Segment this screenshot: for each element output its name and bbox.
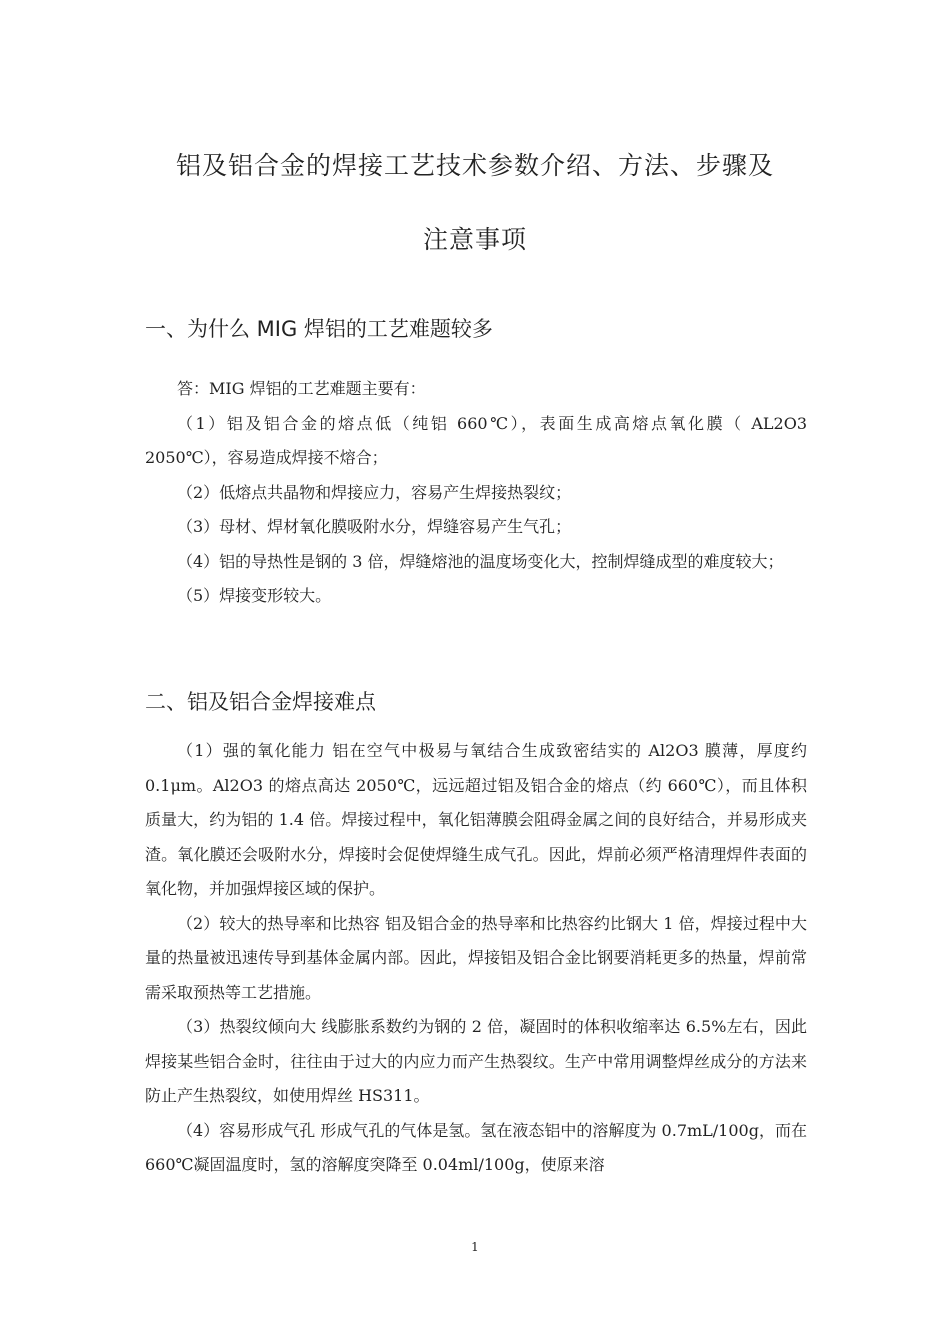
section-1-paragraph: （3）母材、焊材氧化膜吸附水分，焊缝容易产生气孔； — [177, 517, 572, 536]
document-title-line-2: 注意事项 — [422, 225, 527, 254]
document-title-line-1: 铝及铝合金的焊接工艺技术参数介绍、方法、步骤及 — [175, 151, 774, 180]
section-2-paragraph: （2）较大的热导率和比热容 铝及铝合金的热导率和比热容约比钢大 1 倍，焊接过程中大量的热量被迅速传导到基体金属内部。因此，焊接铝及铝合金比钢要消耗更多的热量，焊前常需采取预热等工艺措施。 — [145, 913, 807, 1002]
section-1-paragraph: （5）焊接变形较大。 — [177, 586, 332, 605]
section-2-body — [145, 734, 807, 1183]
page-number: 1 — [471, 1240, 479, 1254]
section-1-paragraph: （4）铝的导热性是钢的 3 倍，焊缝熔池的温度场变化大，控制焊缝成型的难度较大； — [177, 551, 784, 571]
section-2-heading: 二、铝及铝合金焊接难点 — [145, 690, 376, 714]
section-1-body — [145, 372, 807, 614]
section-1-heading: 一、为什么 MIG 焊铝的工艺难题较多 — [145, 317, 493, 341]
section-1-paragraph: （2）低熔点共晶物和焊接应力，容易产生焊接热裂纹； — [177, 482, 572, 502]
section-2-paragraph: （4）容易形成气孔 形成气孔的气体是氢。氢在液态铝中的溶解度为 0.7mL/100g，而在 660℃凝固温度时，氢的溶解度突降至 0.04ml/100g，使原来溶 — [145, 1120, 807, 1174]
section-2-paragraph: （3）热裂纹倾向大 线膨胀系数约为钢的 2 倍，凝固时的体积收缩率达 6.5%左右，因此焊接某些铝合金时，往往由于过大的内应力而产生热裂纹。生产中常用调整焊丝成分的方法来防止产生热裂纹，如使用焊丝 HS311。 — [145, 1017, 807, 1105]
section-1-paragraph: （1）铝及铝合金的熔点低（纯铝 660℃），表面生成高熔点氧化膜（ AL2O3 2050℃），容易造成焊接不熔合； — [145, 413, 807, 467]
section-2-paragraph: （1）强的氧化能力 铝在空气中极易与氧结合生成致密结实的 Al2O3 膜薄，厚度约 0.1μm。Al2O3 的熔点高达 2050℃，远远超过铝及铝合金的熔点（约 660℃），而且体积质量大，约为铝的 1.4 倍。焊接过程中，氧化铝薄膜会阻碍金属之间的良好结合，并易形成夹渣。氧化膜还会吸附水分，焊接时会促使焊缝生成气孔。因此，焊前必须严格清理焊件表面的氧化物，并加强焊接区域的保护。 — [145, 741, 807, 898]
section-1-paragraph: 答：MIG 焊铝的工艺难题主要有： — [177, 379, 426, 398]
